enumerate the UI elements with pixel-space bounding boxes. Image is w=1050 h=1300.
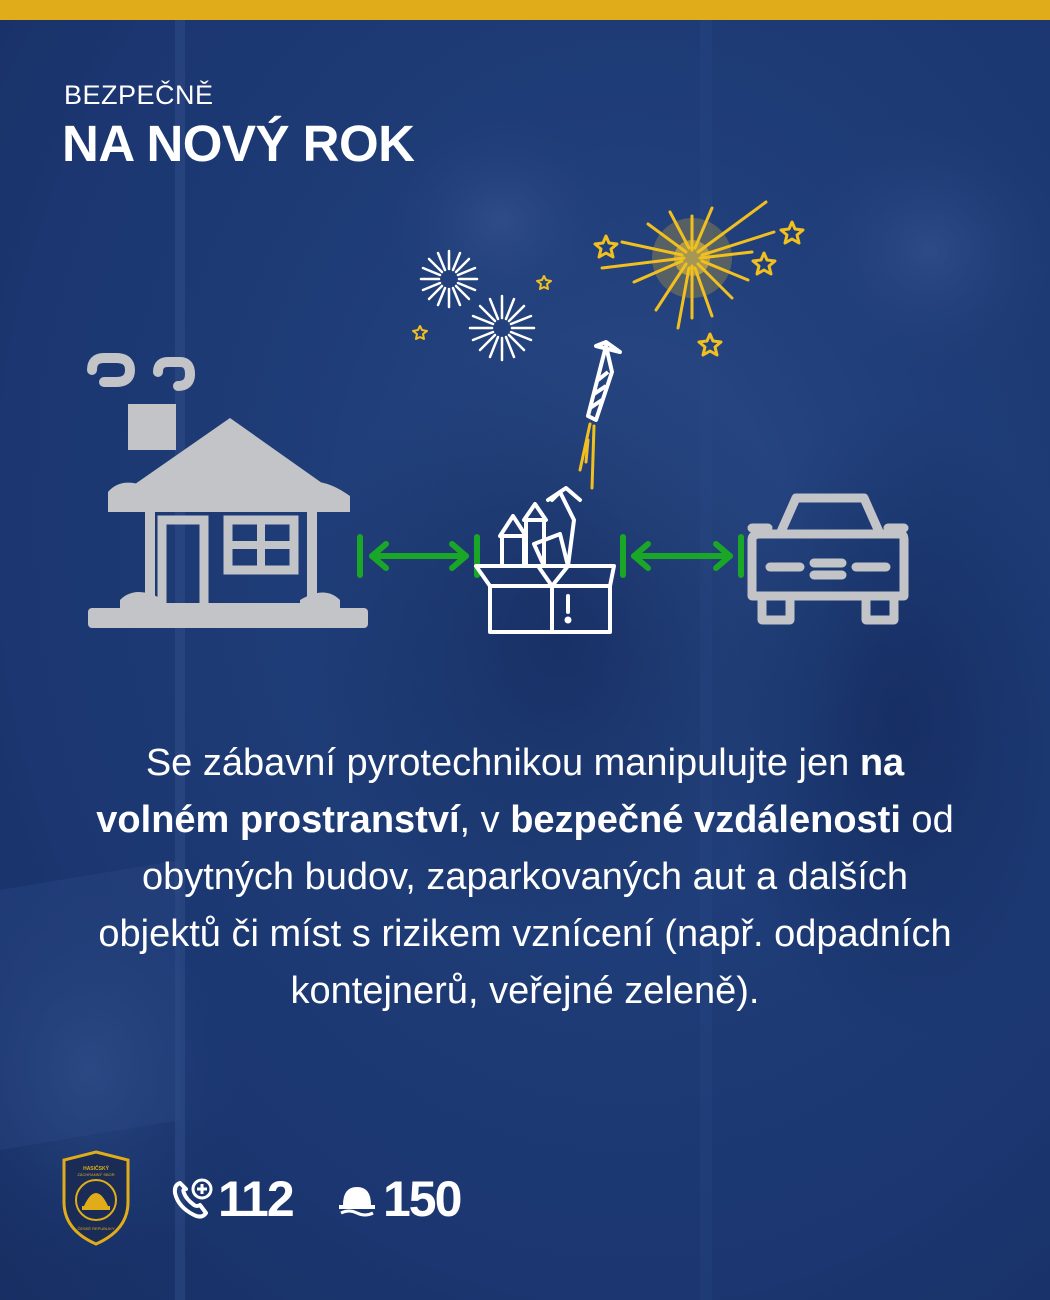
fire-number[interactable] [335,1170,460,1228]
kicker-text: BEZPEČNĚ [64,80,214,110]
message-part-2: , v [459,799,511,841]
distance-arrow-icon [360,537,477,575]
distance-arrow-icon [623,537,741,575]
fire-number-label: 150 [383,1171,461,1227]
firefighter-helmet-icon [335,1177,379,1221]
firework-burst-icon [421,251,534,360]
safety-message [90,735,960,1020]
safety-distance-illustration [0,180,1050,660]
accent-top-bar [0,0,1050,20]
emergency-number[interactable] [170,1170,293,1228]
house-icon [88,358,368,628]
svg-text:HASIČSKÝ: HASIČSKÝ [83,1166,109,1172]
emergency-number-label: 112 [218,1171,293,1227]
car-icon [752,498,904,620]
footer [60,1150,660,1250]
page-title: NA NOVÝ ROK [62,115,415,172]
rocket-icon [588,342,620,420]
message-bold-1: na volném prostranství [96,742,905,841]
firework-burst-icon [602,202,774,328]
rocket-trail [580,424,594,488]
svg-text:ČESKÉ REPUBLIKY: ČESKÉ REPUBLIKY [77,1226,115,1231]
message-part-1: Se zábavní pyrotechnikou manipulujte jen [145,742,860,784]
message-part-3: od obytných budov, zaparkovaných aut a dalších objektů či míst s rizikem vznícení (např. odpadních kontejnerů, veřejné zeleně). [98,799,954,1012]
message-bold-2: bezpečné vzdálenosti [510,799,901,841]
phone-icon [170,1177,214,1221]
hzs-logo-icon [60,1150,132,1246]
svg-text:ZÁCHRANNÝ SBOR: ZÁCHRANNÝ SBOR [77,1172,115,1177]
fireworks-box-icon [476,488,614,632]
